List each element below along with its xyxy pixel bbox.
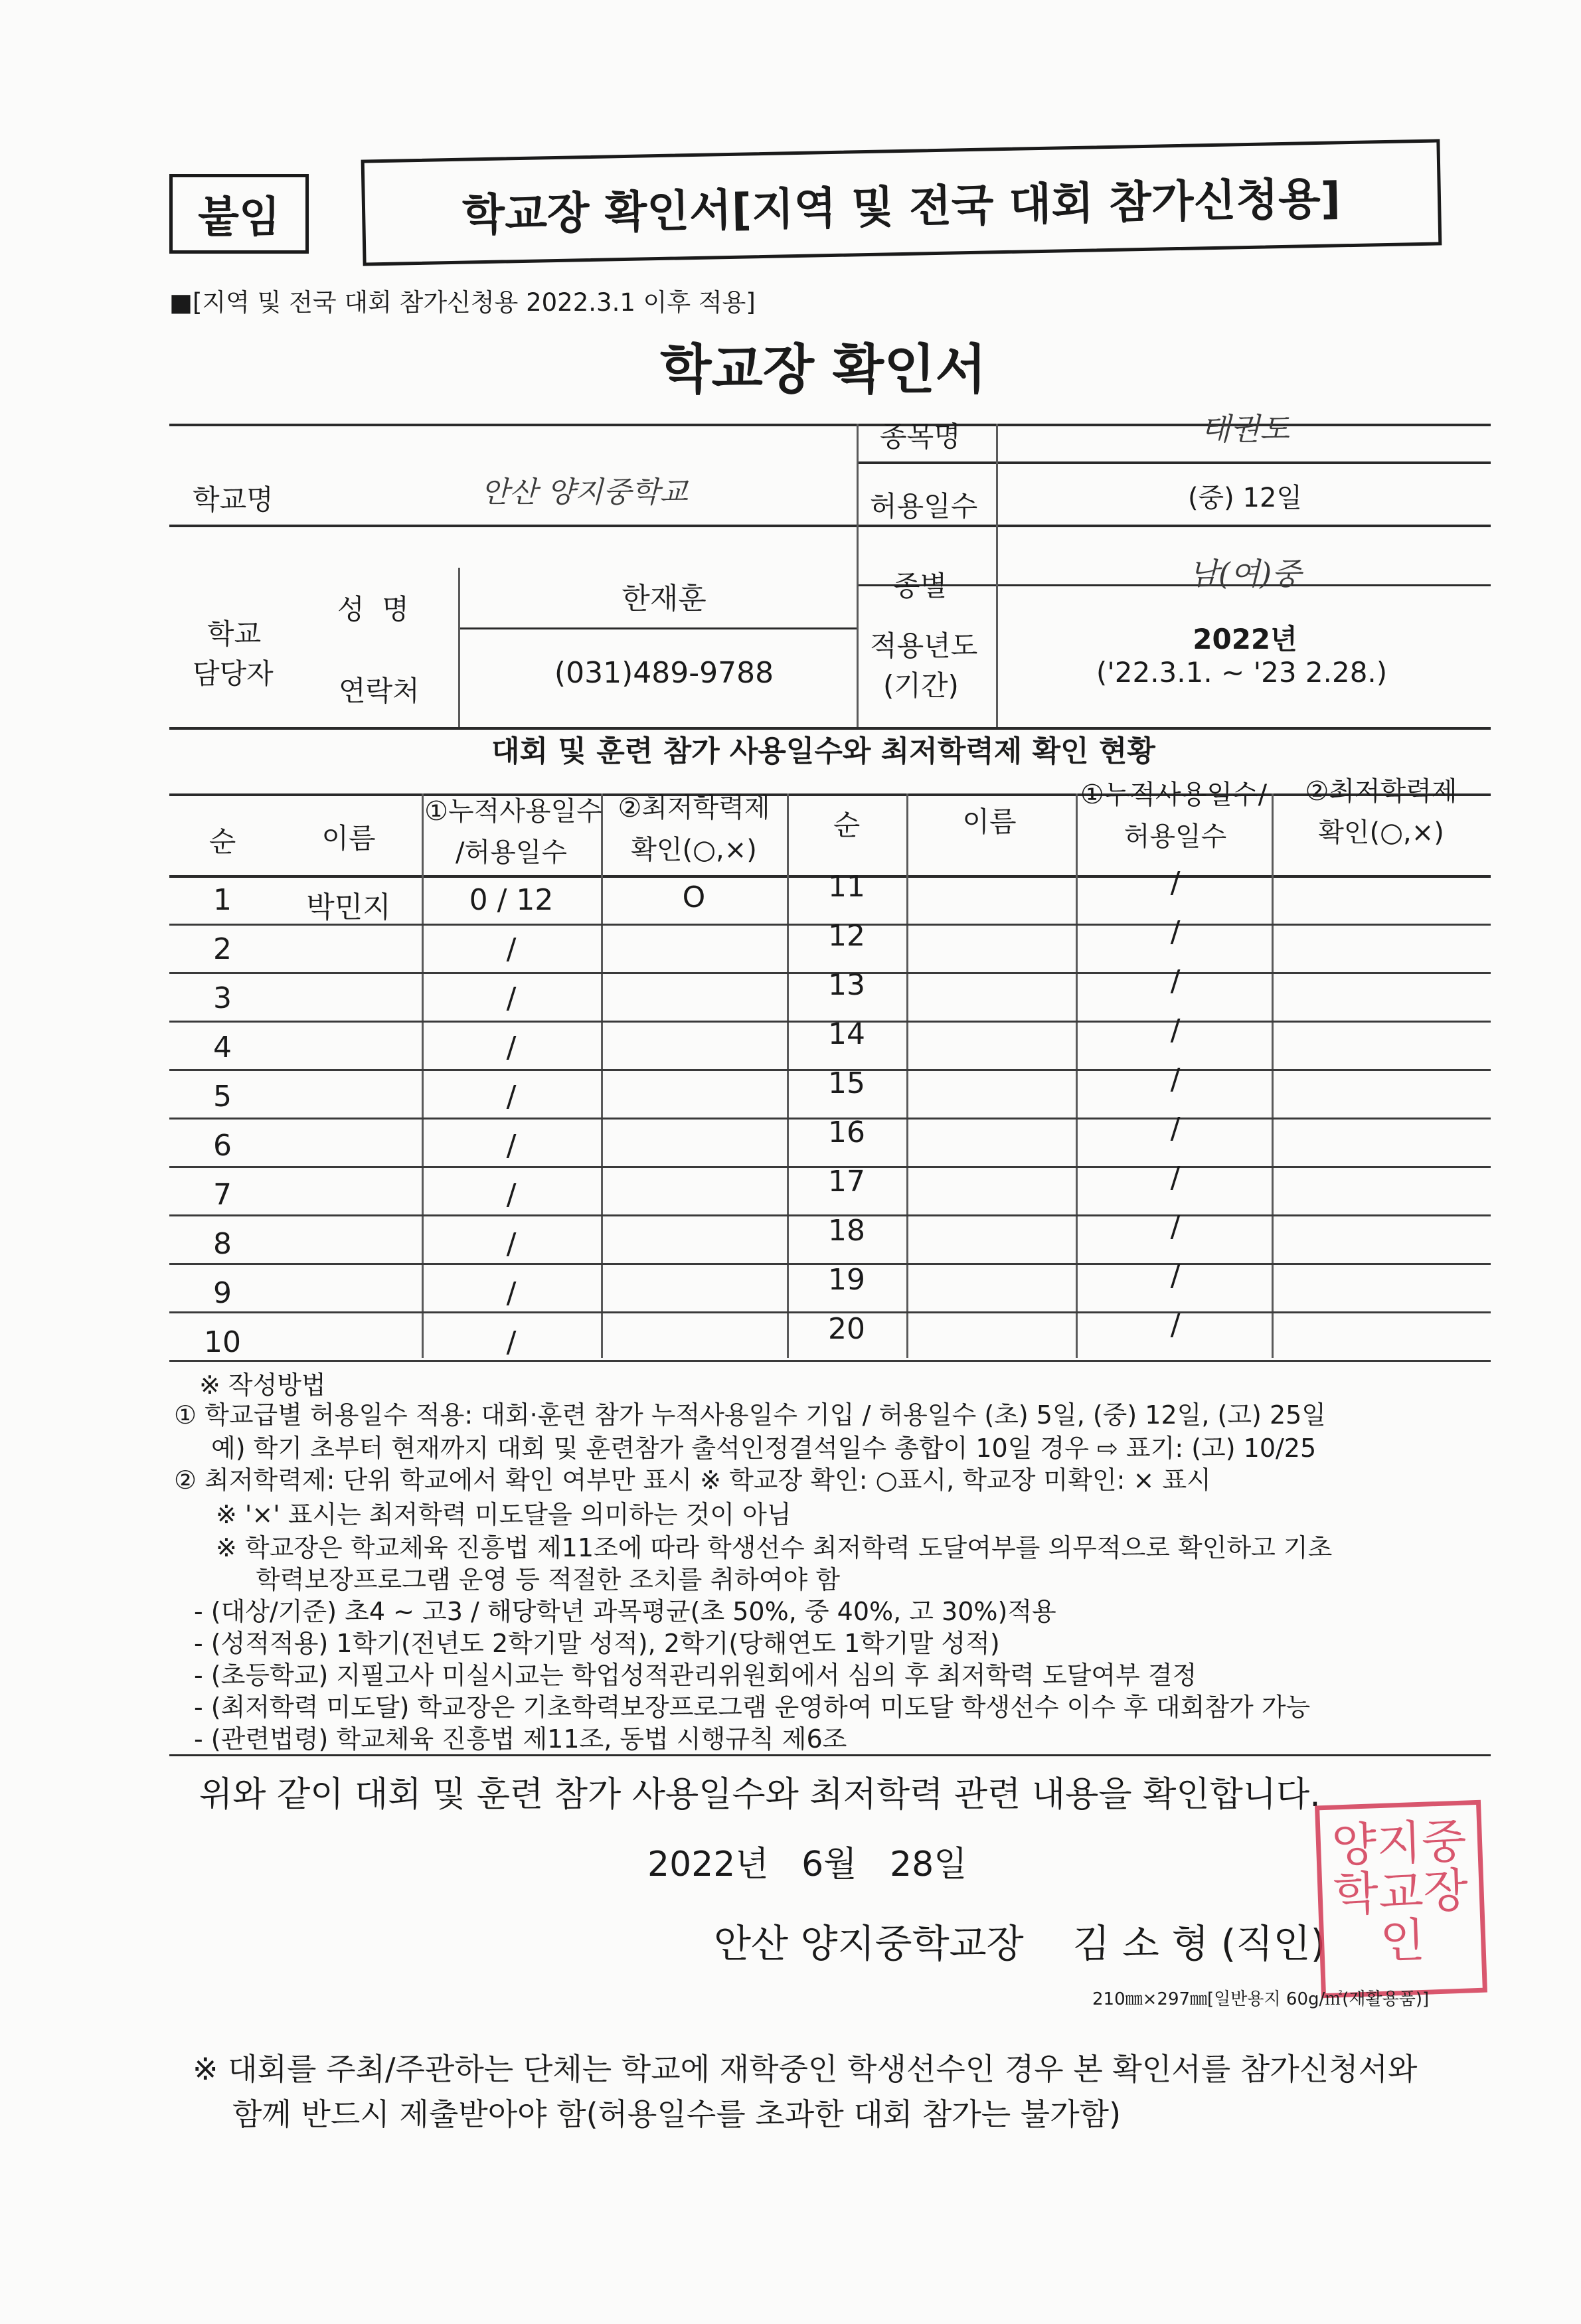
row-no: 4 [213,1031,232,1064]
contact-value: (031)489-9788 [554,656,774,690]
row-days: / [1170,1013,1181,1047]
school-name-value: 안산 양지중학교 [481,475,688,509]
year-label-2: (기간) [883,669,959,702]
row-no: 2 [213,932,232,966]
row-no: 15 [828,1066,865,1100]
row-days: / [506,1129,517,1163]
subtitle: ■[지역 및 전국 대회 참가신청용 2022.3.1 이후 적용] [169,288,756,317]
row-days: / [1170,1161,1181,1195]
bottom-note-1: ※ 대회를 주최/주관하는 단체는 학교에 재학중인 학생선수인 경우 본 확인서를 참가신청서와 [193,2051,1418,2087]
table-caption: 대회 및 훈련 참가 사용일수와 최저학력제 확인 현황 [491,734,1155,768]
bottom-note-2: 함께 반드시 제출받아야 함(허용일수를 초과한 대회 참가는 불가함) [232,2096,1122,2132]
header-min-left-2: 확인(○,×) [631,835,757,865]
row-days: / [1170,1112,1181,1145]
attach-label: 붙임 [198,193,280,242]
row-no: 3 [213,981,232,1015]
year-label-1: 적용년도 [870,629,978,662]
row-days: / [506,1080,517,1114]
seal-text: 양지중학교장인 [1331,1813,1469,1969]
confirm-statement: 위와 같이 대회 및 훈련 참가 사용일수와 최저학력 관련 내용을 확인합니다. [199,1775,1321,1815]
top-title: 학교장 확인서[지역 및 전국 대회 참가신청용] [461,172,1341,241]
paper-spec: 210㎜×297㎜[일반용지 60g/㎡(재활용품)] [1092,1989,1430,2009]
top-title-box [361,139,1442,266]
table-vline-5 [1076,793,1078,1358]
row-no: 13 [828,968,865,1002]
notes-rule-bottom [169,1754,1491,1756]
row-days: / [506,1227,517,1261]
row-no: 7 [213,1178,232,1212]
name-value: 한재훈 [622,582,707,616]
allowed-days-value: (중) 12일 [1187,483,1303,513]
year-value: 2022년 [1193,623,1297,655]
gender-value: 남(여)중 [1189,556,1301,592]
note-10: - (최저학력 미도달) 학교장은 기초학력보장프로그램 운영하여 미도달 학생선수 이수 후 대회참가 가능 [194,1693,1311,1722]
row-days: / [506,932,517,966]
row-no: 8 [213,1227,232,1261]
row-no: 11 [828,870,865,904]
note-5: ※ 학교장은 학교체육 진흥법 제11조에 따라 학생선수 최저학력 도달여부를 의무적으로 확인하고 기초 [216,1533,1333,1562]
manager-label-1: 학교 [207,618,262,650]
note-4: ※ '×' 표시는 최저학력 미도달을 의미하는 것이 아님 [216,1500,791,1529]
table-vline-3 [787,793,789,1358]
official-seal [1315,1800,1487,1999]
table-vline-2 [601,793,603,1358]
sport-value: 태권도 [1201,411,1290,447]
row-check: O [682,880,706,914]
table-vline-6 [1272,793,1274,1358]
header-days-left-2: /허용일수 [455,837,568,868]
info-rule-4 [458,627,857,629]
contact-label: 연락처 [339,675,420,707]
period-value: ('22.3.1. ~ '23 2.28.) [1096,656,1388,689]
row-no: 12 [828,919,865,953]
row-no: 20 [828,1312,865,1346]
header-days-right-2: 허용일수 [1123,821,1227,852]
header-days-left-1: ①누적사용일수 [424,796,602,827]
row-days: / [506,1031,517,1064]
confirm-date: 2022년 6월 28일 [647,1845,967,1884]
row-days: / [506,1276,517,1310]
header-min-right-2: 확인(○,×) [1318,817,1444,848]
row-no: 6 [213,1129,232,1163]
row-name: 박민지 [306,890,391,924]
manager-label-2: 담당자 [193,657,274,690]
info-rule-2 [169,525,1491,527]
row-days: / [506,981,517,1015]
row-no: 14 [828,1017,865,1051]
table-vline-4 [906,793,908,1358]
allowed-days-label: 허용일수 [870,490,978,523]
document-title: 학교장 확인서 [660,339,987,400]
note-3: ② 최저학력제: 단위 학교에서 확인 여부만 표시 ※ 학교장 확인: ○표시, 학교장 미확인: × 표시 [174,1465,1211,1495]
signer: 안산 양지중학교장 김 소 형 (직인) [714,1921,1326,1966]
note-1: ① 학교급별 허용일수 적용: 대회·훈련 참가 누적사용일수 기입 / 허용일수 (초) 5일, (중) 12일, (고) 25일 [174,1400,1327,1430]
row-days: / [1170,915,1181,949]
header-no-right: 순 [833,809,861,841]
row-no: 9 [213,1276,232,1310]
row-days: 0 / 12 [469,883,554,917]
row-days: / [1170,1259,1181,1293]
note-title: ※ 작성방법 [199,1370,326,1400]
header-min-left-1: ②최저학력제 [618,793,770,823]
info-vline-3 [458,568,460,727]
row-no: 19 [828,1263,865,1297]
row-no: 1 [213,883,232,917]
table-row-line [169,1360,1491,1362]
info-vline-1 [857,424,859,727]
school-name-label: 학교명 [193,483,274,516]
sport-label: 종목명 [880,420,961,453]
row-no: 18 [828,1214,865,1248]
info-vline-2 [996,424,998,727]
header-name-left: 이름 [321,822,376,855]
header-no-left: 순 [208,825,236,858]
header-days-right-1: ①누적사용일수/ [1080,780,1268,810]
row-days: / [506,1325,517,1359]
header-name-right: 이름 [962,805,1017,838]
note-7: - (대상/기준) 초4 ~ 고3 / 해당학년 과목평균(초 50%, 중 40%, 고 30%)적용 [194,1597,1056,1626]
table-vline-1 [422,793,424,1358]
note-8: - (성적적용) 1학기(전년도 2학기말 성적), 2학기(당해연도 1학기말 성적) [194,1629,1000,1658]
name-label: 성 명 [337,593,409,625]
header-min-right-1: ②최저학력제 [1305,776,1457,807]
row-days: / [1170,1062,1181,1096]
row-no: 10 [204,1325,241,1359]
attach-label-box [169,174,309,254]
row-days: / [1170,964,1181,998]
note-11: - (관련법령) 학교체육 진흥법 제11조, 동법 시행규칙 제6조 [194,1724,847,1754]
note-2: 예) 학기 초부터 현재까지 대회 및 훈련참가 출석인정결석일수 총합이 10일 경우 ⇨ 표기: (고) 10/25 [211,1434,1317,1463]
note-6: 학력보장프로그램 운영 등 적절한 조치를 취하여야 함 [256,1565,841,1594]
row-days: / [1170,1308,1181,1342]
row-days: / [1170,866,1181,900]
row-days: / [1170,1210,1181,1244]
info-rule-1 [857,461,1491,464]
row-no: 17 [828,1165,865,1199]
note-9: - (초등학교) 지필고사 미실시교는 학업성적관리위원회에서 심의 후 최저학력 도달여부 결정 [194,1661,1197,1690]
row-days: / [506,1178,517,1212]
row-no: 5 [213,1080,232,1114]
row-no: 16 [828,1116,865,1149]
gender-label: 종별 [893,570,948,602]
